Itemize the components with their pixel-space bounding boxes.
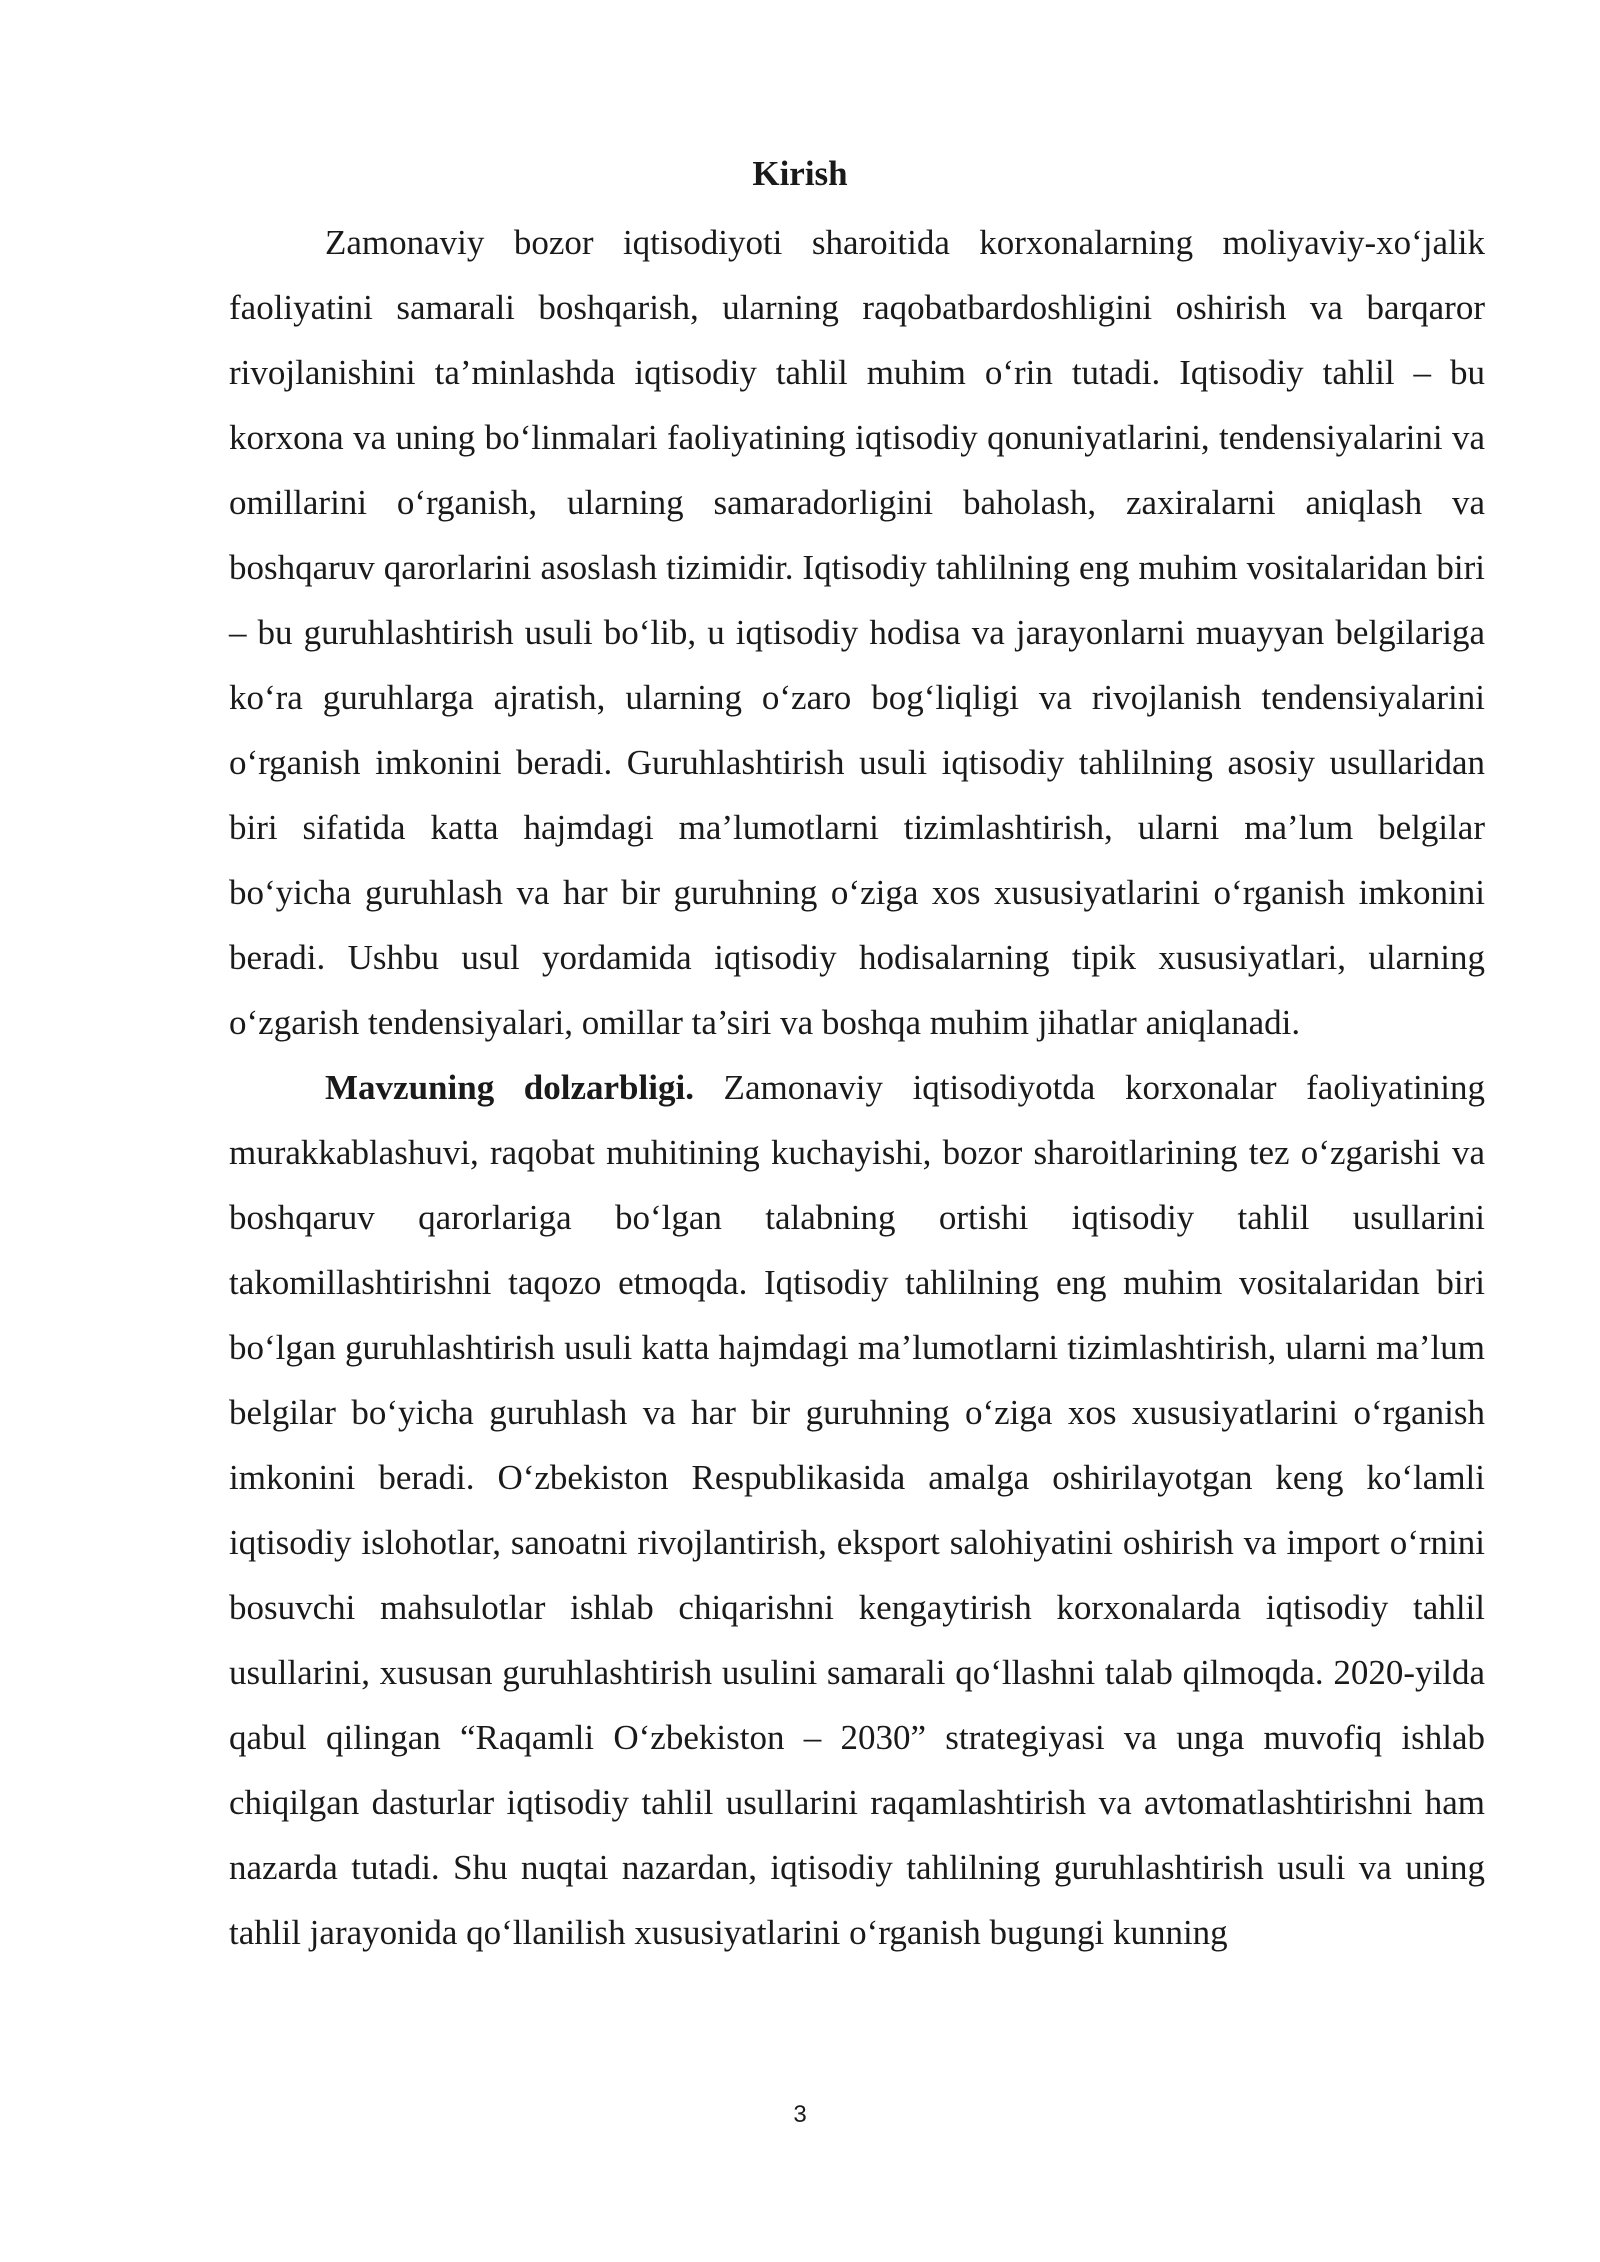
page-number: 3 bbox=[793, 2101, 807, 2128]
paragraph-lead-heading: Mavzuning dolzarbligi. bbox=[325, 1068, 694, 1107]
paragraph-relevance bbox=[229, 1055, 1485, 1965]
section-title: Kirish bbox=[752, 154, 848, 193]
paragraph-text: Zamonaviy bozor iqtisodiyoti sharoitida korxonalarning moliyaviy-xo‘jalik faoliyatini samarali boshqarish, ularning raqobatbardoshligini oshirish va barqaror rivojlanishini ta’minlashda iqtisodiy tahlil muhim o‘rin tutadi. Iqtisodiy tahlil – bu korxona va uning bo‘linmalari faoliyatining iqtisodiy qonuniyatlarini, tendensiyalarini va omillarini o‘rganish, ularning samaradorligini baholash, zaxiralarni aniqlash va boshqaruv qarorlarini asoslash tizimidir. Iqtisodiy tahlilning eng muhim vositalaridan biri – bu guruhlashtirish usuli bo‘lib, u iqtisodiy hodisa va jarayonlarni muayyan belgilariga ko‘ra guruhlarga ajratish, ularning o‘zaro bog‘liqligi va rivojlanish tendensiyalarini o‘rganish imkonini beradi. Guruhlashtirish usuli iqtisodiy tahlilning asosiy usullaridan biri sifatida katta hajmdagi ma’lumotlarni tizimlashtirish, ularni ma’lum belgilar bo‘yicha guruhlash va har bir guruhning o‘ziga xos xususiyatlarini o‘rganish imkonini beradi. Ushbu usul yordamida iqtisodiy hodisalarning tipik xususiyatlari, ularning o‘zgarish tendensiyalari, omillar ta’siri va boshqa muhim jihatlar aniqlanadi. bbox=[229, 223, 1485, 1042]
paragraph-introduction bbox=[229, 210, 1485, 1055]
paragraph-text: Zamonaviy iqtisodiyotda korxonalar faoliyatining murakkablashuvi, raqobat muhitining kuchayishi, bozor sharoitlarining tez o‘zgarishi va boshqaruv qarorlariga bo‘lgan talabning ortishi iqtisodiy tahlil usullarini takomillashtirishni taqozo etmoqda. Iqtisodiy tahlilning eng muhim vositalaridan biri bo‘lgan guruhlashtirish usuli katta hajmdagi ma’lumotlarni tizimlashtirish, ularni ma’lum belgilar bo‘yicha guruhlash va har bir guruhning o‘ziga xos xususiyatlarini o‘rganish imkonini beradi. O‘zbekiston Respublikasida amalga oshirilayotgan keng ko‘lamli iqtisodiy islohotlar, sanoatni rivojlantirish, eksport salohiyatini oshirish va import o‘rnini bosuvchi mahsulotlar ishlab chiqarishni kengaytirish korxonalarda iqtisodiy tahlil usullarini, xususan guruhlashtirish usulini samarali qo‘llashni talab qilmoqda. 2020-yilda qabul qilingan “Raqamli O‘zbekiston – 2030” strategiyasi va unga muvofiq ishlab chiqilgan dasturlar iqtisodiy tahlil usullarini raqamlashtirish va avtomatlashtirishni ham nazarda tutadi. Shu nuqtai nazardan, iqtisodiy tahlilning guruhlashtirish usuli va uning tahlil jarayonida qo‘llanilish xususiyatlarini o‘rganish bugungi kunning bbox=[229, 1068, 1486, 1952]
body-text bbox=[229, 210, 1485, 1965]
